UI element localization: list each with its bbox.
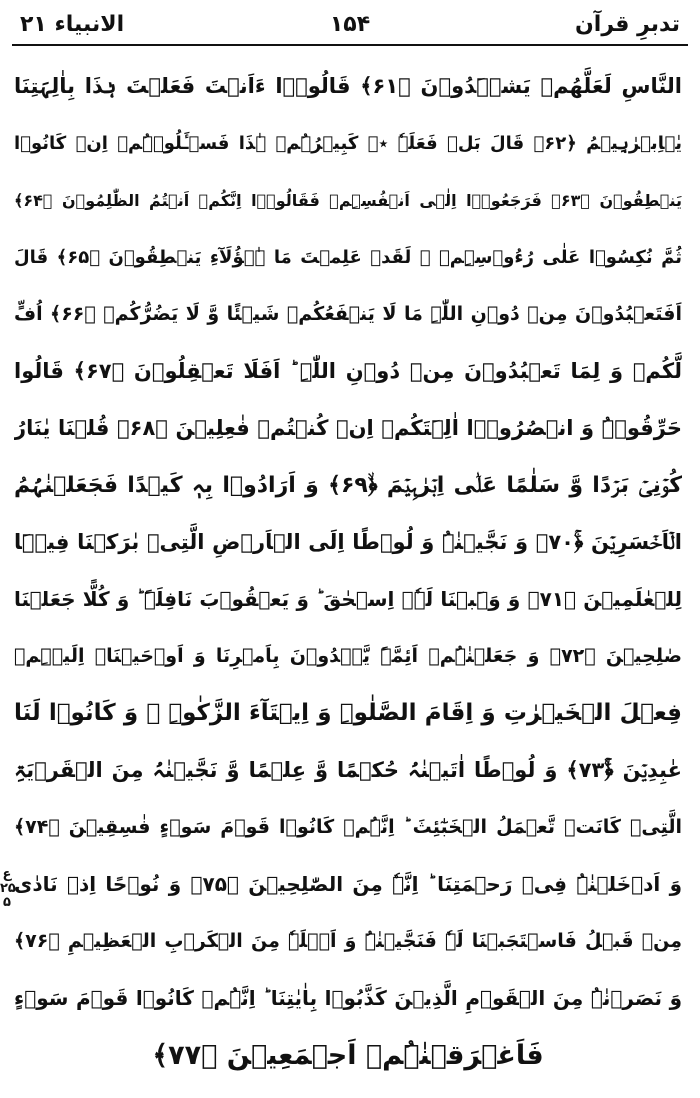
text-line: وَ اَدۡخَلۡنٰہُ فِیۡ رَحۡمَتِنَا ؕ اِنَّہٗ مِنَ الصّٰلِحِیۡنَ ﴿۷۵﴾ وَ نُوۡحًا اِذۡ نَادٰی	[14, 872, 682, 896]
text-line: لَّکُمۡ وَ لِمَا تَعۡبُدُوۡنَ مِنۡ دُوۡنِ اللّٰہِ ؕ اَفَلَا تَعۡقِلُوۡنَ ﴿۶۷﴾ قَالُوا	[14, 359, 682, 383]
text-line: صٰلِحِیۡنَ ﴿۷۲﴾ وَ جَعَلۡنٰہُمۡ اَئِمَّۃً یَّہۡدُوۡنَ بِاَمۡرِنَا وَ اَوۡحَیۡنَاۤ اِلَیۡہِمۡ	[14, 645, 682, 667]
text-line: یٰۤاِبۡرٰہِیۡمُ ﴿۶۲﴾ قَالَ بَلۡ فَعَلَہٗ ٭ۖ کَبِیۡرُہُمۡ ہٰذَا فَسۡـَٔلُوۡہُمۡ اِنۡ کَانُوۡا	[14, 133, 682, 154]
text-line: کُوۡنِیۡ بَرۡدًا وَّ سَلٰمًا عَلٰۤی اِبۡرٰہِیۡمَ ﴿ۙ۶۹﴾ وَ اَرَادُوۡا بِہٖ کَیۡدًا فَجَعَلۡنٰہُمُ	[14, 473, 682, 498]
text-line: الَّتِیۡ کَانَتۡ تَّعۡمَلُ الۡخَبٰٓئِثَ ؕ اِنَّہُمۡ کَانُوۡا قَوۡمَ سَوۡءٍ فٰسِقِیۡنَ ﴿۷۴﴾	[14, 816, 682, 838]
verse-text-block	[14, 58, 682, 1088]
text-line: ثُمَّ نُکِسُوۡا عَلٰی رُءُوۡسِہِمۡ ۚ لَقَدۡ عَلِمۡتَ مَا ہٰۤؤُلَآءِ یَنۡطِقُوۡنَ ﴿۶۵﴾ قَالَ	[14, 247, 682, 268]
text-line: فِعۡلَ الۡخَیۡرٰتِ وَ اِقَامَ الصَّلٰوۃِ وَ اِیۡتَآءَ الزَّکٰوۃِ ۚ وَ کَانُوۡا لَنَا	[14, 700, 682, 726]
text-line: النَّاسِ لَعَلَّهُمۡ یَشۡہَدُوۡنَ ﴿۶۱﴾ قَالُوۡۤا ءَاَنۡتَ فَعَلۡتَ ہٰذَا بِاٰلِہَتِنَا	[14, 74, 682, 98]
text-line: الۡاَخۡسَرِیۡنَ ﴿ۚ۷۰﴾ وَ نَجَّیۡنٰہُ وَ لُوۡطًا اِلَی الۡاَرۡضِ الَّتِیۡ بٰرَکۡنَا فِیۡہَا	[14, 530, 682, 554]
header-divider	[12, 44, 688, 46]
surah-reference: الانبیاء ۲۱	[20, 12, 125, 37]
book-title: تدبرِ قرآن	[575, 12, 680, 37]
text-line: لِلۡعٰلَمِیۡنَ ﴿۷۱﴾ وَ وَہَبۡنَا لَہٗۤ اِسۡحٰقَ ؕ وَ یَعۡقُوۡبَ نَافِلَۃً ؕ وَ کُلًّا جَعَلۡنَا	[14, 587, 682, 611]
ruku-marker: ع ۲۵ ۵	[0, 867, 16, 910]
text-line: مِنۡ قَبۡلُ فَاسۡتَجَبۡنَا لَہٗ فَنَجَّیۡنٰہُ وَ اَہۡلَہٗ مِنَ الۡکَرۡبِ الۡعَظِیۡمِ ﴿۷۶﴾	[14, 930, 682, 952]
text-line: وَ نَصَرۡنٰہُ مِنَ الۡقَوۡمِ الَّذِیۡنَ کَذَّبُوۡا بِاٰیٰتِنَا ؕ اِنَّہُمۡ کَانُوۡا قَوۡمَ سَوۡءٍ	[14, 986, 682, 1010]
page-number: ۱۵۴	[329, 12, 371, 37]
text-line: عٰبِدِیۡنَ ﴿ۚۙ۷۳﴾ وَ لُوۡطًا اٰتَیۡنٰہُ حُکۡمًا وَّ عِلۡمًا وَّ نَجَّیۡنٰہُ مِنَ الۡقَرۡیَۃِ	[14, 758, 682, 782]
text-line: یَنۡطِقُوۡنَ ﴿۶۳﴾ فَرَجَعُوۡۤا اِلٰۤی اَنۡفُسِہِمۡ فَقَالُوۡۤا اِنَّکُمۡ اَنۡتُمُ الظّٰلِمُوۡنَ ﴿۶۴﴾	[14, 191, 682, 210]
text-line: فَاَغۡرَقۡنٰہُمۡ اَجۡمَعِیۡنَ ﴿۷۷﴾	[152, 1040, 544, 1071]
text-line: اَفَتَعۡبُدُوۡنَ مِنۡ دُوۡنِ اللّٰہِ مَا لَا یَنۡفَعُکُمۡ شَیۡئًا وَّ لَا یَضُرُّکُمۡ ﴿۶۶﴾ اُفٍّ	[14, 303, 682, 325]
text-line: حَرِّقُوۡہُ وَ انۡصُرُوۡۤا اٰلِہَتَکُمۡ اِنۡ کُنۡتُمۡ فٰعِلِیۡنَ ﴿۶۸﴾ قُلۡنَا یٰنَارُ	[14, 416, 682, 440]
